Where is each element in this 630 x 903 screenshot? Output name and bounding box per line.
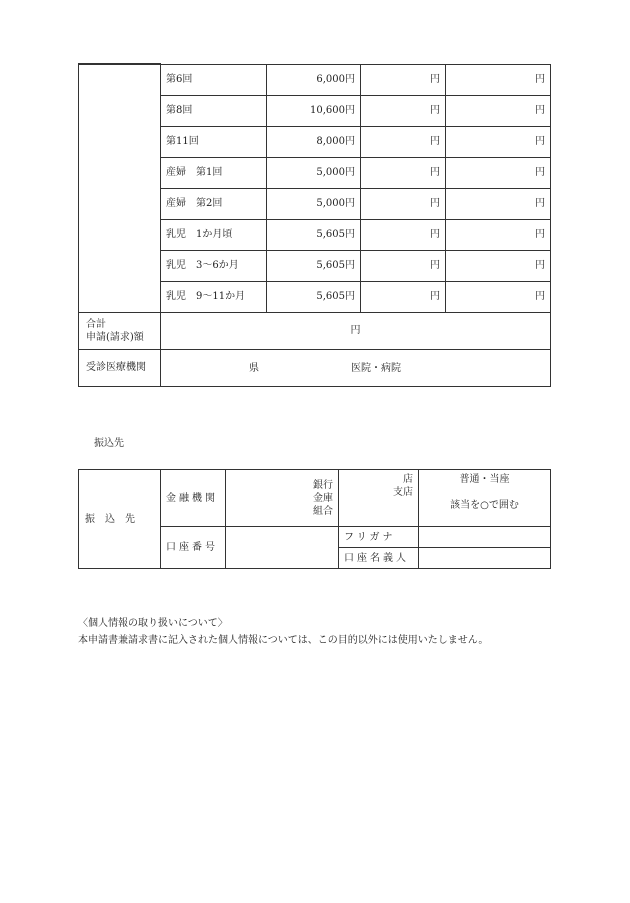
clinic-row (79, 349, 551, 386)
institution-type-field[interactable] (226, 470, 339, 527)
account-type: 普通・当座 (459, 474, 510, 485)
fee-unit-field[interactable]: 円 (361, 95, 446, 126)
branch-field[interactable] (339, 470, 419, 527)
fee-label: 産婦 第1回 (161, 157, 267, 188)
clinic-field[interactable] (161, 349, 551, 386)
account-number-field[interactable] (226, 527, 339, 569)
clinic-label: 受診医療機関 (79, 349, 161, 386)
institution-type: 銀行 (313, 479, 333, 491)
furigana-label: フリガナ (339, 527, 419, 548)
fee-unit-field[interactable]: 円 (361, 281, 446, 312)
fee-unit-field[interactable]: 円 (361, 250, 446, 281)
fee-label: 第11回 (161, 126, 267, 157)
fee-unit-field[interactable]: 円 (361, 126, 446, 157)
fee-amount: 8,000円 (267, 126, 361, 157)
fee-label-spacer (79, 64, 161, 312)
institution-label: 金融機関 (161, 470, 226, 527)
fee-amount: 10,600円 (267, 95, 361, 126)
branch-type: 支店 (393, 487, 413, 498)
fee-label: 乳児 1か月頃 (161, 219, 267, 250)
fee-amount: 5,605円 (267, 219, 361, 250)
fee-unit-field[interactable]: 円 (361, 157, 446, 188)
fee-unit-field[interactable]: 円 (446, 281, 551, 312)
fee-unit-field[interactable]: 円 (446, 250, 551, 281)
account-number-label: 口座番号 (161, 527, 226, 569)
fee-table-body (79, 64, 551, 386)
transfer-row-label: 振 込 先 (79, 470, 161, 569)
hospital-label: 医院・病院 (351, 362, 401, 374)
fee-amount: 5,000円 (267, 188, 361, 219)
privacy-body: 本申請書兼請求書に記入された個人情報については、この目的以外には使用いたしません。 (78, 635, 489, 646)
fee-amount: 5,605円 (267, 281, 361, 312)
fee-unit-field[interactable]: 円 (446, 126, 551, 157)
furigana-field[interactable] (419, 527, 551, 548)
fee-label: 産婦 第2回 (161, 188, 267, 219)
account-type-field[interactable] (419, 470, 551, 527)
fee-unit-field[interactable]: 円 (446, 64, 551, 95)
fee-amount: 5,605円 (267, 250, 361, 281)
account-holder-label: 口座名義人 (339, 548, 419, 569)
total-label (79, 312, 161, 349)
fee-label: 乳児 3〜6か月 (161, 250, 267, 281)
bank-row-1 (79, 470, 551, 527)
institution-type: 組合 (313, 505, 333, 517)
prefecture-label: 県 (249, 362, 259, 374)
privacy-title: 〈個人情報の取り扱いについて〉 (78, 618, 228, 629)
transfer-heading: 振込先 (94, 438, 124, 449)
fee-unit-field[interactable]: 円 (446, 188, 551, 219)
account-holder-field[interactable] (419, 548, 551, 569)
bank-table (78, 469, 551, 569)
fee-label: 第8回 (161, 95, 267, 126)
fee-amount: 5,000円 (267, 157, 361, 188)
total-row (79, 312, 551, 349)
fee-unit-field[interactable]: 円 (361, 64, 446, 95)
fee-unit-field[interactable]: 円 (446, 95, 551, 126)
total-label-line2: 申請(請求)額 (86, 331, 144, 343)
fee-label: 乳児 9〜11か月 (161, 281, 267, 312)
fee-unit-field[interactable]: 円 (361, 188, 446, 219)
fee-unit-field[interactable]: 円 (446, 157, 551, 188)
branch-type: 店 (403, 474, 413, 485)
institution-type: 金庫 (313, 492, 333, 504)
account-type-note: 該当を○で囲む (450, 500, 519, 511)
fee-label: 第6回 (161, 64, 267, 95)
fee-row (79, 64, 551, 95)
total-label-line1: 合計 (86, 318, 106, 330)
fee-table (78, 63, 551, 387)
fee-amount: 6,000円 (267, 64, 361, 95)
fee-unit-field[interactable]: 円 (361, 219, 446, 250)
fee-unit-field[interactable]: 円 (446, 219, 551, 250)
total-value-field[interactable]: 円 (161, 312, 551, 349)
